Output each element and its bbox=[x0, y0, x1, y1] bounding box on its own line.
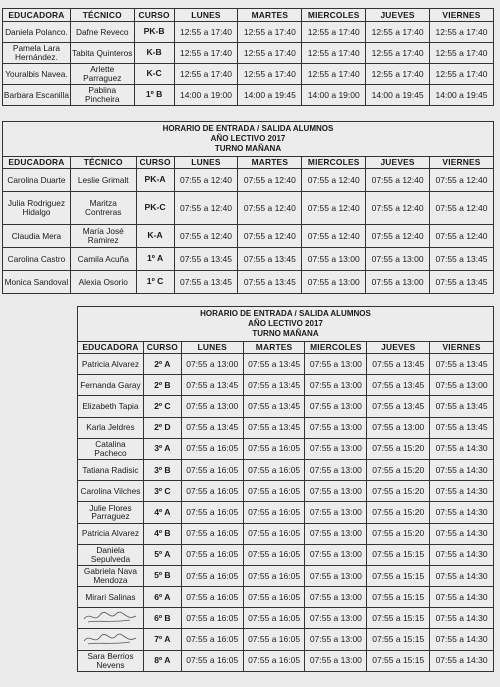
tecnico-cell: Camila Acuña bbox=[70, 248, 136, 271]
time-cell: 07:55 a 14:30 bbox=[430, 502, 494, 523]
time-cell: 12:55 a 17:40 bbox=[302, 22, 366, 43]
table-body bbox=[78, 354, 494, 672]
col-header-miercoles: MIERCOLES bbox=[302, 9, 366, 22]
time-cell: 07:55 a 12:40 bbox=[174, 225, 238, 248]
educadora-cell: Youralbis Navea. bbox=[3, 64, 71, 85]
curso-cell: 2º B bbox=[143, 375, 181, 396]
time-cell: 07:55 a 12:40 bbox=[366, 169, 430, 192]
curso-cell: PK-B bbox=[134, 22, 174, 43]
table-row bbox=[78, 396, 494, 417]
time-cell: 07:55 a 13:45 bbox=[181, 417, 243, 438]
time-cell: 07:55 a 13:00 bbox=[305, 417, 367, 438]
tecnico-cell: Maritza Contreras bbox=[70, 192, 136, 225]
time-cell: 12:55 a 17:40 bbox=[174, 43, 238, 64]
table-row bbox=[78, 502, 494, 523]
time-cell: 07:55 a 13:00 bbox=[305, 438, 367, 459]
educadora-cell: Sara Berrios Nevens bbox=[78, 650, 144, 671]
educadora-cell: Patricia Alvarez bbox=[78, 523, 144, 544]
time-cell: 07:55 a 12:40 bbox=[302, 169, 366, 192]
time-cell: 07:55 a 13:00 bbox=[181, 396, 243, 417]
table-row bbox=[3, 225, 494, 248]
time-cell: 07:55 a 13:45 bbox=[430, 417, 494, 438]
curso-cell: 4º B bbox=[143, 523, 181, 544]
tecnico-cell: Pablina Pincheira bbox=[70, 85, 134, 106]
table-row bbox=[3, 64, 494, 85]
time-cell: 14:00 a 19:45 bbox=[238, 85, 302, 106]
time-cell: 07:55 a 16:05 bbox=[243, 565, 305, 586]
table-row bbox=[78, 354, 494, 375]
time-cell: 07:55 a 12:40 bbox=[430, 192, 494, 225]
time-cell: 07:55 a 12:40 bbox=[238, 192, 302, 225]
tecnico-cell: María José Ramirez bbox=[70, 225, 136, 248]
time-cell: 14:00 a 19:00 bbox=[302, 85, 366, 106]
curso-cell: 4º A bbox=[143, 502, 181, 523]
title-line-3: TURNO MAÑANA bbox=[252, 329, 319, 338]
curso-cell: K-C bbox=[134, 64, 174, 85]
time-cell: 07:55 a 12:40 bbox=[174, 192, 238, 225]
time-cell: 07:55 a 14:30 bbox=[430, 650, 494, 671]
col-header-martes: MARTES bbox=[238, 9, 302, 22]
col-header-educadora: EDUCADORA bbox=[78, 342, 144, 354]
educadora-cell: Daniela Polanco. bbox=[3, 22, 71, 43]
time-cell: 07:55 a 15:15 bbox=[367, 629, 430, 650]
time-cell: 07:55 a 14:30 bbox=[430, 438, 494, 459]
time-cell: 07:55 a 13:00 bbox=[302, 271, 366, 294]
time-cell: 07:55 a 13:00 bbox=[305, 375, 367, 396]
time-cell: 07:55 a 15:20 bbox=[367, 438, 430, 459]
curso-cell: PK-C bbox=[136, 192, 174, 225]
table-row bbox=[3, 22, 494, 43]
time-cell: 07:55 a 16:05 bbox=[243, 481, 305, 502]
col-header-educadora: EDUCADORA bbox=[3, 9, 71, 22]
educadora-cell: Mirari Salinas bbox=[78, 587, 144, 608]
col-header-martes: MARTES bbox=[243, 342, 305, 354]
time-cell: 07:55 a 14:30 bbox=[430, 459, 494, 480]
time-cell: 07:55 a 13:00 bbox=[305, 650, 367, 671]
table-row bbox=[78, 587, 494, 608]
time-cell: 07:55 a 16:05 bbox=[181, 438, 243, 459]
time-cell: 07:55 a 16:05 bbox=[243, 629, 305, 650]
table-row bbox=[78, 417, 494, 438]
col-header-jueves: JUEVES bbox=[366, 157, 430, 169]
time-cell: 14:00 a 19:00 bbox=[174, 85, 238, 106]
time-cell: 07:55 a 15:20 bbox=[367, 523, 430, 544]
time-cell: 07:55 a 13:00 bbox=[305, 608, 367, 629]
curso-cell: 3º B bbox=[143, 459, 181, 480]
time-cell: 07:55 a 13:45 bbox=[243, 417, 305, 438]
time-cell: 07:55 a 13:00 bbox=[305, 629, 367, 650]
time-cell: 07:55 a 12:40 bbox=[430, 225, 494, 248]
table-row bbox=[78, 629, 494, 650]
curso-cell: 2º C bbox=[143, 396, 181, 417]
table-row bbox=[3, 43, 494, 64]
table-row bbox=[78, 375, 494, 396]
educadora-cell: Carolina Vilches bbox=[78, 481, 144, 502]
time-cell: 07:55 a 12:40 bbox=[366, 192, 430, 225]
educadora-cell: Fernanda Garay bbox=[78, 375, 144, 396]
time-cell: 12:55 a 17:40 bbox=[366, 64, 430, 85]
time-cell: 07:55 a 15:15 bbox=[367, 565, 430, 586]
educadora-cell: Tatiana Radisic bbox=[78, 459, 144, 480]
time-cell: 07:55 a 13:45 bbox=[238, 271, 302, 294]
time-cell: 07:55 a 12:40 bbox=[174, 169, 238, 192]
educadora-cell: Carolina Duarte bbox=[3, 169, 71, 192]
time-cell: 07:55 a 13:00 bbox=[305, 587, 367, 608]
time-cell: 07:55 a 13:45 bbox=[367, 396, 430, 417]
title-line-1: HORARIO DE ENTRADA / SALIDA ALUMNOS bbox=[200, 309, 371, 318]
time-cell: 14:00 a 19:45 bbox=[366, 85, 430, 106]
table-row bbox=[78, 544, 494, 565]
time-cell: 12:55 a 17:40 bbox=[302, 64, 366, 85]
curso-cell: 2º A bbox=[143, 354, 181, 375]
col-header-viernes: VIERNES bbox=[430, 157, 494, 169]
time-cell: 07:55 a 13:00 bbox=[305, 502, 367, 523]
time-cell: 12:55 a 17:40 bbox=[430, 22, 494, 43]
educadora-cell: Barbara Escanilla bbox=[3, 85, 71, 106]
time-cell: 07:55 a 14:30 bbox=[430, 565, 494, 586]
time-cell: 07:55 a 13:45 bbox=[243, 375, 305, 396]
educadora-cell: Elizabeth Tapia bbox=[78, 396, 144, 417]
tecnico-cell: Leslie Grimalt bbox=[70, 169, 136, 192]
table-title-row bbox=[78, 307, 494, 342]
time-cell: 07:55 a 13:00 bbox=[305, 565, 367, 586]
time-cell: 07:55 a 15:15 bbox=[367, 587, 430, 608]
time-cell: 07:55 a 12:40 bbox=[238, 169, 302, 192]
time-cell: 07:55 a 16:05 bbox=[243, 650, 305, 671]
col-header-educadora: EDUCADORA bbox=[3, 157, 71, 169]
curso-cell: 6º B bbox=[143, 608, 181, 629]
table-row bbox=[78, 608, 494, 629]
educadora-cell: Claudia Mera bbox=[3, 225, 71, 248]
table-header-row bbox=[3, 9, 494, 22]
time-cell: 07:55 a 13:45 bbox=[238, 248, 302, 271]
curso-cell: 5º B bbox=[143, 565, 181, 586]
educadora-cell: Karla Jeldres bbox=[78, 417, 144, 438]
schedule-table-afternoon bbox=[2, 8, 494, 106]
educadora-cell: Julie Flores Parraguez bbox=[78, 502, 144, 523]
time-cell: 07:55 a 16:05 bbox=[181, 502, 243, 523]
title-line-1: HORARIO DE ENTRADA / SALIDA ALUMNOS bbox=[162, 124, 334, 133]
handwritten-signature bbox=[78, 608, 144, 629]
handwritten-signature bbox=[78, 629, 144, 650]
title-line-2: AÑO LECTIVO 2017 bbox=[248, 319, 323, 328]
time-cell: 07:55 a 16:05 bbox=[181, 523, 243, 544]
educadora-cell: Pamela Lara Hernández. bbox=[3, 43, 71, 64]
title-line-2: AÑO LECTIVO 2017 bbox=[210, 134, 286, 143]
signature-scribble bbox=[80, 631, 140, 647]
time-cell: 07:55 a 13:00 bbox=[302, 248, 366, 271]
time-cell: 07:55 a 13:00 bbox=[181, 354, 243, 375]
time-cell: 07:55 a 16:05 bbox=[243, 544, 305, 565]
time-cell: 07:55 a 13:00 bbox=[305, 481, 367, 502]
time-cell: 07:55 a 13:00 bbox=[366, 248, 430, 271]
curso-cell: 3º C bbox=[143, 481, 181, 502]
time-cell: 07:55 a 13:00 bbox=[430, 375, 494, 396]
col-header-jueves: JUEVES bbox=[366, 9, 430, 22]
col-header-curso: CURSO bbox=[136, 157, 174, 169]
time-cell: 12:55 a 17:40 bbox=[174, 22, 238, 43]
time-cell: 12:55 a 17:40 bbox=[238, 64, 302, 85]
tecnico-cell: Arlette Parraguez bbox=[70, 64, 134, 85]
educadora-cell: Carolina Castro bbox=[3, 248, 71, 271]
time-cell: 07:55 a 14:30 bbox=[430, 608, 494, 629]
curso-cell: K-B bbox=[134, 43, 174, 64]
col-header-lunes: LUNES bbox=[174, 157, 238, 169]
table-row bbox=[78, 481, 494, 502]
time-cell: 07:55 a 14:30 bbox=[430, 587, 494, 608]
time-cell: 12:55 a 17:40 bbox=[430, 43, 494, 64]
table-header-row bbox=[78, 342, 494, 354]
time-cell: 07:55 a 13:45 bbox=[430, 271, 494, 294]
time-cell: 14:00 a 19:45 bbox=[430, 85, 494, 106]
time-cell: 07:55 a 13:45 bbox=[367, 375, 430, 396]
col-header-jueves: JUEVES bbox=[367, 342, 430, 354]
table-title-row bbox=[3, 122, 494, 157]
table-row bbox=[78, 565, 494, 586]
time-cell: 07:55 a 16:05 bbox=[243, 459, 305, 480]
educadora-cell: Julia Rodriguez Hidalgo bbox=[3, 192, 71, 225]
time-cell: 12:55 a 17:40 bbox=[238, 22, 302, 43]
col-header-tecnico: TÉCNICO bbox=[70, 9, 134, 22]
col-header-curso: CURSO bbox=[143, 342, 181, 354]
time-cell: 07:55 a 13:45 bbox=[430, 396, 494, 417]
time-cell: 07:55 a 16:05 bbox=[181, 608, 243, 629]
title-line-3: TURNO MAÑANA bbox=[214, 144, 282, 153]
col-header-viernes: VIERNES bbox=[430, 342, 494, 354]
time-cell: 12:55 a 17:40 bbox=[366, 22, 430, 43]
educadora-cell: Monica Sandoval bbox=[3, 271, 71, 294]
table-row bbox=[3, 169, 494, 192]
time-cell: 07:55 a 13:45 bbox=[430, 248, 494, 271]
time-cell: 07:55 a 14:30 bbox=[430, 544, 494, 565]
table-row bbox=[78, 438, 494, 459]
table-row bbox=[3, 85, 494, 106]
time-cell: 07:55 a 16:05 bbox=[243, 502, 305, 523]
time-cell: 07:55 a 16:05 bbox=[181, 481, 243, 502]
signature-scribble bbox=[80, 609, 140, 625]
col-header-miercoles: MIERCOLES bbox=[302, 157, 366, 169]
time-cell: 12:55 a 17:40 bbox=[302, 43, 366, 64]
curso-cell: 1º A bbox=[136, 248, 174, 271]
educadora-cell: Catalina Pacheco bbox=[78, 438, 144, 459]
time-cell: 07:55 a 13:00 bbox=[305, 523, 367, 544]
time-cell: 07:55 a 14:30 bbox=[430, 523, 494, 544]
table-row bbox=[78, 650, 494, 671]
time-cell: 07:55 a 12:40 bbox=[302, 225, 366, 248]
time-cell: 07:55 a 16:05 bbox=[181, 544, 243, 565]
time-cell: 07:55 a 15:15 bbox=[367, 650, 430, 671]
col-header-tecnico: TÉCNICO bbox=[70, 157, 136, 169]
schedule-table-morning-2 bbox=[77, 306, 494, 672]
educadora-cell: Daniela Sepulveda bbox=[78, 544, 144, 565]
table-row bbox=[3, 192, 494, 225]
time-cell: 07:55 a 13:45 bbox=[430, 354, 494, 375]
col-header-miercoles: MIERCOLES bbox=[305, 342, 367, 354]
curso-cell: 5º A bbox=[143, 544, 181, 565]
time-cell: 07:55 a 15:15 bbox=[367, 544, 430, 565]
time-cell: 07:55 a 15:15 bbox=[367, 608, 430, 629]
col-header-curso: CURSO bbox=[134, 9, 174, 22]
time-cell: 07:55 a 12:40 bbox=[430, 169, 494, 192]
time-cell: 07:55 a 16:05 bbox=[181, 629, 243, 650]
time-cell: 07:55 a 13:00 bbox=[366, 271, 430, 294]
table-header-row bbox=[3, 157, 494, 169]
time-cell: 07:55 a 13:00 bbox=[305, 354, 367, 375]
time-cell: 07:55 a 16:05 bbox=[243, 587, 305, 608]
time-cell: 07:55 a 13:45 bbox=[181, 375, 243, 396]
time-cell: 12:55 a 17:40 bbox=[366, 43, 430, 64]
time-cell: 07:55 a 16:05 bbox=[181, 587, 243, 608]
col-header-viernes: VIERNES bbox=[430, 9, 494, 22]
time-cell: 07:55 a 16:05 bbox=[243, 608, 305, 629]
tecnico-cell: Alexia Osorio bbox=[70, 271, 136, 294]
table-title bbox=[78, 307, 494, 342]
time-cell: 07:55 a 13:00 bbox=[305, 544, 367, 565]
curso-cell: K-A bbox=[136, 225, 174, 248]
educadora-cell: Patricia Alvarez bbox=[78, 354, 144, 375]
time-cell: 07:55 a 13:00 bbox=[305, 459, 367, 480]
time-cell: 07:55 a 12:40 bbox=[238, 225, 302, 248]
table-row bbox=[3, 271, 494, 294]
table-row bbox=[3, 248, 494, 271]
time-cell: 07:55 a 13:00 bbox=[305, 396, 367, 417]
time-cell: 07:55 a 14:30 bbox=[430, 629, 494, 650]
time-cell: 07:55 a 14:30 bbox=[430, 481, 494, 502]
curso-cell: 8º A bbox=[143, 650, 181, 671]
time-cell: 07:55 a 16:05 bbox=[181, 459, 243, 480]
educadora-cell: Gabriela Nava Mendoza bbox=[78, 565, 144, 586]
time-cell: 12:55 a 17:40 bbox=[430, 64, 494, 85]
time-cell: 07:55 a 15:20 bbox=[367, 459, 430, 480]
time-cell: 07:55 a 13:45 bbox=[174, 271, 238, 294]
tecnico-cell: Tabita Quinteros bbox=[70, 43, 134, 64]
tecnico-cell: Dafne Reveco bbox=[70, 22, 134, 43]
curso-cell: 1º B bbox=[134, 85, 174, 106]
time-cell: 07:55 a 16:05 bbox=[243, 438, 305, 459]
curso-cell: PK-A bbox=[136, 169, 174, 192]
schedule-table-morning-1 bbox=[2, 121, 494, 294]
col-header-lunes: LUNES bbox=[181, 342, 243, 354]
table-row bbox=[78, 459, 494, 480]
curso-cell: 3º A bbox=[143, 438, 181, 459]
curso-cell: 7º A bbox=[143, 629, 181, 650]
time-cell: 07:55 a 15:20 bbox=[367, 481, 430, 502]
curso-cell: 2º D bbox=[143, 417, 181, 438]
table-row bbox=[78, 523, 494, 544]
time-cell: 07:55 a 16:05 bbox=[181, 650, 243, 671]
curso-cell: 1º C bbox=[136, 271, 174, 294]
time-cell: 07:55 a 13:00 bbox=[367, 417, 430, 438]
col-header-martes: MARTES bbox=[238, 157, 302, 169]
time-cell: 07:55 a 12:40 bbox=[302, 192, 366, 225]
time-cell: 12:55 a 17:40 bbox=[174, 64, 238, 85]
time-cell: 07:55 a 12:40 bbox=[366, 225, 430, 248]
table-title bbox=[3, 122, 494, 157]
time-cell: 07:55 a 13:45 bbox=[367, 354, 430, 375]
curso-cell: 6º A bbox=[143, 587, 181, 608]
col-header-lunes: LUNES bbox=[174, 9, 238, 22]
time-cell: 07:55 a 13:45 bbox=[243, 396, 305, 417]
time-cell: 07:55 a 13:45 bbox=[174, 248, 238, 271]
time-cell: 12:55 a 17:40 bbox=[238, 43, 302, 64]
time-cell: 07:55 a 16:05 bbox=[243, 523, 305, 544]
time-cell: 07:55 a 13:45 bbox=[243, 354, 305, 375]
time-cell: 07:55 a 15:20 bbox=[367, 502, 430, 523]
time-cell: 07:55 a 16:05 bbox=[181, 565, 243, 586]
